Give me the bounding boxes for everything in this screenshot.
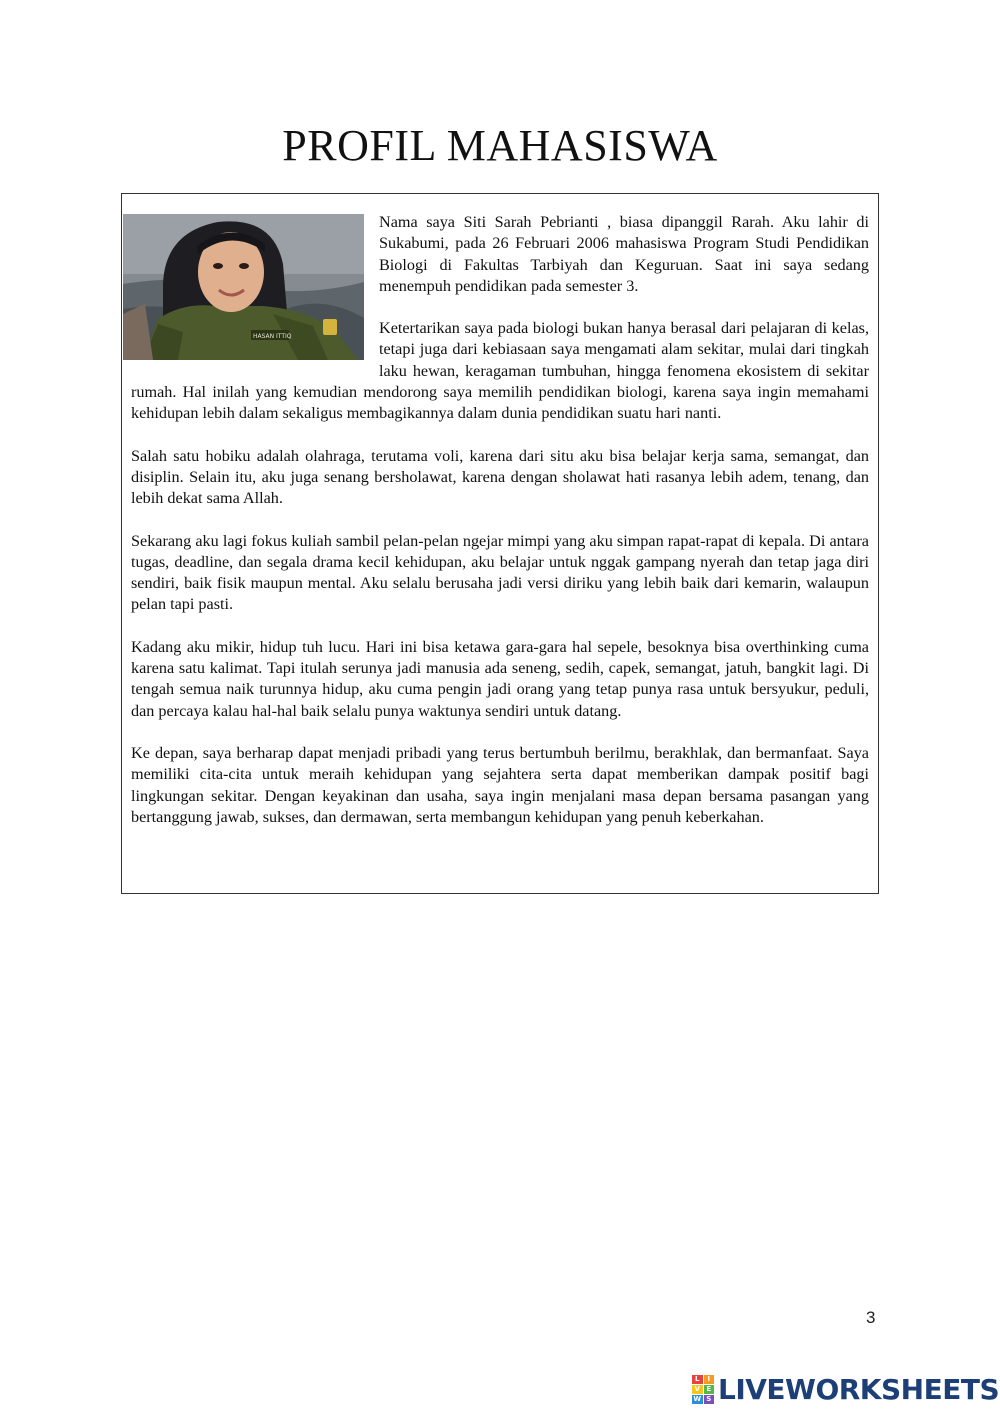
paragraph-focus: Sekarang aku lagi fokus kuliah sambil pelan-pelan ngejar mimpi yang aku simpan rapat-rapat di kepala. Di antara tugas, deadline, dan segala drama kecil kehidupan, aku belajar untuk nggak gampang nyerah dan tetap jaga diri sendiri, baik fisik maupun mental. Aku selalu berusaha jadi versi diriku yang lebih baik dari kemarin, walaupun pelan tapi pasti. xyxy=(131,531,869,614)
paragraph-interest: Ketertarikan saya pada biologi bukan hanya berasal dari pelajaran di kelas, tetapi juga dari kebiasaan saya mengamati alam sekitar, mulai dari tingkah laku hewan, keragaman tumbuhan, hingga fenomena ekosistem di sekitar rumah. Hal inilah yang kemudian mendorong saya memilih pendidikan biologi, karena saya ingin memahami kehidupan lebih dalam sekaligus membagikannya dalam dunia pendidikan suatu hari nanti. xyxy=(131,319,869,423)
page-number: 3 xyxy=(866,1308,876,1327)
logo-letter: I xyxy=(704,1375,715,1384)
logo-letter: W xyxy=(693,1395,702,1403)
logo-letter: S xyxy=(704,1395,715,1404)
logo-letter: V xyxy=(692,1385,703,1394)
paragraph-future: Ke depan, saya berharap dapat menjadi pribadi yang terus bertumbuh berilmu, berakhlak, dan bermanfaat. Saya memiliki cita-cita untuk meraih kehidupan yang sejahtera serta dapat memberikan dampak positif bagi lingkungan sekitar. Dengan keyakinan dan usaha, saya ingin menjalani masa depan bersama pasangan yang bertanggung jawab, sukses, dan dermawan, serta membangun kehidupan yang penuh keberkahan. xyxy=(131,743,869,826)
paragraph-hobby: Salah satu hobiku adalah olahraga, terutama voli, karena dari situ aku bisa belajar kerja sama, semangat, dan disiplin. Selain itu, aku juga senang bersholawat, karena dengan sholawat hati rasanya lebih adem, tenang, dan lebih dekat sama Allah. xyxy=(131,446,869,508)
brand-name: LIVEWORKSHEETS xyxy=(718,1372,1000,1406)
logo-letter: E xyxy=(704,1385,715,1394)
name-tag-text: HASAN ITTIQ xyxy=(253,333,292,340)
logo-letter: L xyxy=(692,1375,703,1384)
selfie-illustration xyxy=(123,214,364,360)
liveworksheets-logo-icon xyxy=(692,1375,714,1403)
profile-photo xyxy=(123,214,364,360)
paragraph-intro: Nama saya Siti Sarah Pebrianti , biasa dipanggil Rarah. Aku lahir di Sukabumi, pada 26 Februari 2006 mahasiswa Program Studi Pendidikan Biologi di Fakultas Tarbiyah dan Keguruan. Saat ini saya sedang menempuh pendidikan pada semester 3. xyxy=(379,213,869,295)
paragraph-reflection: Kadang aku mikir, hidup tuh lucu. Hari ini bisa ketawa gara-gara hal sepele, besoknya bisa overthinking cuma karena satu kalimat. Tapi itulah serunya jadi manusia ada seneng, sedih, capek, semangat, jatuh, bangkit lagi. Di tengah semua naik turunnya hidup, aku cuma pengin jadi orang yang tetap punya rasa untuk bersyukur, peduli, dan percaya kalau hal-hal baik selalu punya waktunya sendiri untuk datang. xyxy=(131,637,869,720)
liveworksheets-brand[interactable] xyxy=(692,1371,999,1407)
profile-box xyxy=(121,193,879,894)
page-title: PROFIL MAHASISWA xyxy=(282,121,718,170)
